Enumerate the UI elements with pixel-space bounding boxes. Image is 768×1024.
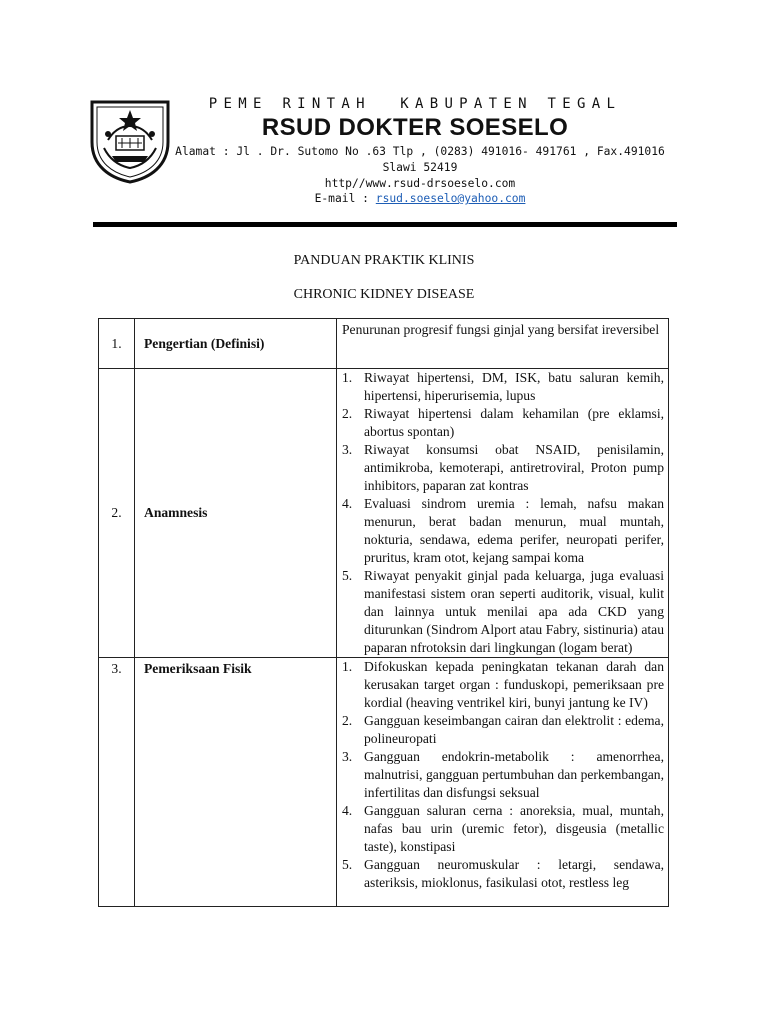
email-link[interactable]: rsud.soeselo@yahoo.com (375, 192, 526, 205)
email-label: E-mail : (314, 192, 376, 205)
list-item-number: 2. (342, 713, 353, 728)
list-item-number: 4. (342, 803, 353, 818)
row-heading: Pemeriksaan Fisik (135, 658, 337, 907)
list-item (342, 658, 664, 712)
document-subtitle: CHRONIC KIDNEY DISEASE (293, 287, 475, 302)
table-row (99, 658, 669, 907)
list-item-text: Gangguan endokrin-metabolik : amenorrhea, malnutrisi, gangguan pertumbuhan dan perkembangan, infertilitas dan disfungsi seksual (364, 749, 664, 800)
row-heading: Pengertian (Definisi) (135, 319, 337, 369)
list-item-text: Riwayat hipertensi, DM, ISK, batu saluran kemih, hipertensi, hiperurisemia, lupus (364, 370, 664, 403)
document-title: PANDUAN PRAKTIK KLINIS (293, 253, 475, 268)
row-content (337, 658, 669, 907)
website-text: http//www.rsud-drsoeselo.com (324, 177, 516, 190)
list-item-text: Evaluasi sindrom uremia : lemah, nafsu makan menurun, berat badan menurun, mual muntah, nokturia, sendawa, edema perifer, neuropati perifer, pruritus, kram otot, kejang sampai koma (364, 496, 664, 565)
list-item-text: Riwayat konsumsi obat NSAID, penisilamin, antimikroba, kemoterapi, antiretroviral, Proton pump inhibitors, paparan zat kontras (364, 442, 664, 493)
table-row (99, 369, 669, 658)
list-item-text: Difokuskan kepada peningkatan tekanan darah dan kerusakan target organ : funduskopi, pemeriksaan pre kordial (heaving ventrikel kiri, bunyi jantung ke IV) (364, 659, 664, 710)
list-item-text: Riwayat penyakit ginjal pada keluarga, juga evaluasi manifestasi sistem oran seperti auditorik, visual, kulit dan lainnya untuk menilai apa ada CKD yang diturunkan (Sindrom Alport atau Fabry, sistinuria) atau paparan nfrotoksin dari lingkungan (logam berat) (364, 568, 664, 655)
email-line (170, 191, 670, 206)
contact-block (170, 176, 670, 206)
list-item (342, 441, 664, 495)
list-item-number: 1. (342, 370, 353, 385)
letterhead-divider (93, 222, 677, 227)
hospital-address: Alamat : Jl . Dr. Sutomo No .63 Tlp , (0283) 491016- 491761 , Fax.491016 Slawi 52419 (175, 145, 665, 174)
anamnesis-list (342, 369, 664, 657)
row-number: 2. (99, 369, 135, 658)
list-item (342, 567, 664, 657)
list-item-number: 3. (342, 442, 353, 457)
row-content: Penurunan progresif fungsi ginjal yang bersifat ireversibel (337, 319, 669, 369)
list-item (342, 802, 664, 856)
list-item-number: 3. (342, 749, 353, 764)
list-item (342, 748, 664, 802)
list-item-number: 5. (342, 568, 353, 583)
row-content (337, 369, 669, 658)
list-item (342, 369, 664, 405)
row-heading: Anamnesis (135, 369, 337, 658)
government-name: PEME RINTAH KABUPATEN TEGAL (208, 96, 622, 112)
list-item (342, 712, 664, 748)
list-item-text: Gangguan saluran cerna : anoreksia, mual, muntah, nafas bau urin (uremic fetor), disgeusia (metallic taste), konstipasi (364, 803, 664, 854)
list-item-number: 5. (342, 857, 353, 872)
list-item-number: 4. (342, 496, 353, 511)
list-item-text: Gangguan keseimbangan cairan dan elektrolit : edema, polineuropati (364, 713, 664, 746)
row-number: 3. (99, 658, 135, 907)
list-item (342, 405, 664, 441)
clinical-guideline-table (98, 318, 669, 907)
table-row (99, 319, 669, 369)
list-item-text: Gangguan neuromuskular : letargi, sendawa, asteriksis, mioklonus, fasikulasi otot, restless leg (364, 857, 664, 890)
row-number: 1. (99, 319, 135, 369)
list-item (342, 856, 664, 892)
list-item-number: 1. (342, 659, 353, 674)
physical-exam-list (342, 658, 664, 892)
list-item-number: 2. (342, 406, 353, 421)
list-item-text: Riwayat hipertensi dalam kehamilan (pre eklamsi, abortus spontan) (364, 406, 664, 439)
hospital-name: RSUD DOKTER SOESELO (261, 114, 569, 141)
list-item (342, 495, 664, 567)
